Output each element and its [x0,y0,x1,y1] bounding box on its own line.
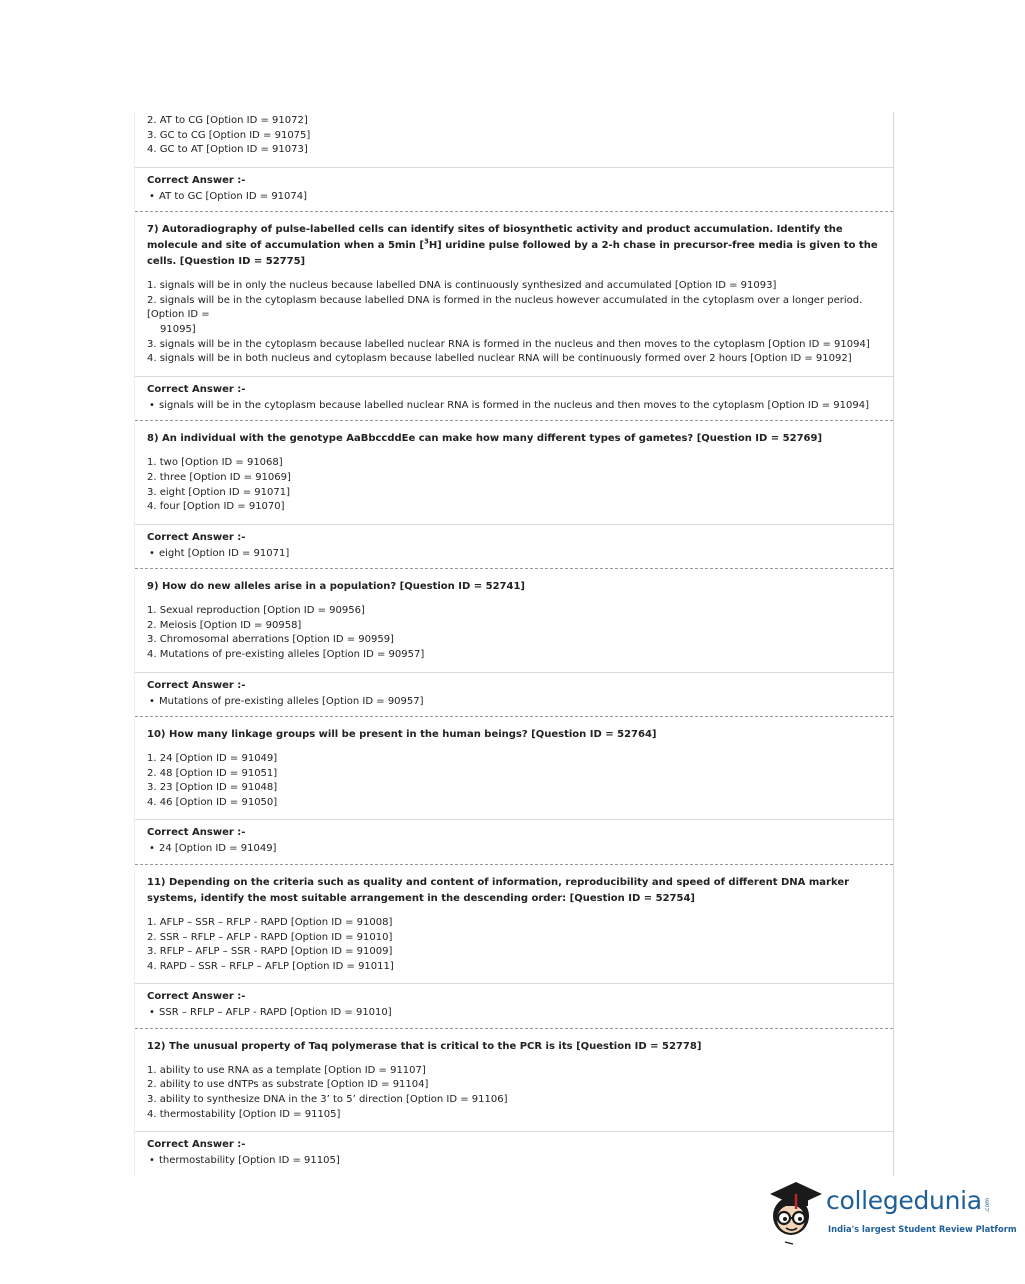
options-list [135,453,893,523]
correct-answer: • eight [Option ID = 91071] [147,547,881,562]
option: 1. Sexual reproduction [Option ID = 90956] [147,605,365,617]
option: 3. RFLP – AFLP – SSR - RAPD [Option ID = 91009] [147,946,393,958]
option: 2. ability to use dNTPs as substrate [Option ID = 91104] [147,1079,429,1091]
question-text [135,212,893,276]
option: 3. ability to synthesize DNA in the 3’ to 5’ direction [Option ID = 91106] [147,1094,508,1106]
collegedunia-logo [766,1176,1017,1246]
correct-answer-block [135,524,893,569]
option-text-continued: 91095] [160,324,196,336]
option: 2. SSR – RFLP – AFLP - RAPD [Option ID = 91010] [147,931,393,943]
option: 3. eight [Option ID = 91071] [147,486,290,498]
option-text: 2. signals will be in the cytoplasm because labelled DNA is formed in the nucleus however accumulated in the cytoplasm over a longer period. [Option ID = [147,294,863,321]
options-list [135,276,893,376]
correct-answer: • 24 [Option ID = 91049] [147,842,881,857]
question-text: 9) How do new alleles arise in a population? [Question ID = 52741] [147,581,525,593]
correct-answer-label: Correct Answer :- [147,991,246,1003]
logo-domain: .com [984,1198,991,1213]
question-text-part: 7) Autoradiography of pulse-labelled cells can identify sites of biosynthetic activity and product accumulation. Identify the molecule and site of accumulation when a 5min [ [147,224,843,252]
question-text: 8) An individual with the genotype AaBbccddEe can make how many different types of gametes? [Question ID = 52769] [147,433,823,445]
logo-wordmark: collegedunia [826,1186,982,1215]
correct-answer: • AT to GC [Option ID = 91074] [147,190,881,205]
question-paper [134,112,894,1176]
question-text: 10) How many linkage groups will be present in the human beings? [Question ID = 52764] [147,729,657,741]
option: 4. 46 [Option ID = 91050] [147,796,278,808]
correct-answer: • signals will be in the cytoplasm because labelled nuclear RNA is formed in the nucleus and then moves to the cytoplasm [Option ID = 91094] [147,399,881,414]
option: 3. Chromosomal aberrations [Option ID = 90959] [147,634,394,646]
option: 4. Mutations of pre-existing alleles [Option ID = 90957] [147,649,425,660]
options-list [135,749,893,819]
correct-answer-block [135,1131,893,1176]
options-list [135,601,893,671]
correct-answer-label: Correct Answer :- [147,531,246,543]
question-text-part: H] uridine pulse followed by a 2-h chase in precursor-free media is given to the cells. [Question ID = 52775] [147,240,878,268]
correct-answer-block [135,167,893,212]
correct-answer-block [135,983,893,1028]
correct-answer-block [135,819,893,864]
options-list [135,913,893,983]
correct-answer-label: Correct Answer :- [147,827,246,839]
option: 4. GC to AT [Option ID = 91073] [147,144,308,156]
correct-answer: • SSR – RFLP – AFLP - RAPD [Option ID = 91010] [147,1006,881,1021]
mascot-icon [766,1176,824,1246]
option: 1. ability to use RNA as a template [Option ID = 91107] [147,1064,426,1076]
correct-answer-label: Correct Answer :- [147,383,246,395]
correct-answer-label: Correct Answer :- [147,174,246,186]
correct-answer-label: Correct Answer :- [147,1139,246,1151]
correct-answer-block [135,376,893,421]
options-list [135,112,893,167]
option: 3. GC to CG [Option ID = 91075] [147,129,311,141]
option: 1. two [Option ID = 91068] [147,457,283,469]
option: 2. 48 [Option ID = 91051] [147,767,278,779]
superscript: 3 [423,237,429,246]
option: 1. AFLP – SSR – RFLP - RAPD [Option ID = 91008] [147,916,393,928]
correct-answer-label: Correct Answer :- [147,679,246,691]
correct-answer: • thermostability [Option ID = 91105] [147,1154,881,1169]
question-text: 12) The unusual property of Taq polymerase that is critical to the PCR is its [Question ID = 52778] [147,1040,702,1052]
option: 4. thermostability [Option ID = 91105] [147,1108,341,1120]
option: 2. AT to CG [Option ID = 91072] [147,115,308,126]
option [147,294,881,338]
correct-answer-block [135,672,893,717]
correct-answer: • Mutations of pre-existing alleles [Option ID = 90957] [147,695,881,710]
option: 3. 23 [Option ID = 91048] [147,782,278,794]
option: 3. signals will be in the cytoplasm because labelled nuclear RNA is formed in the nucleus and then moves to the cytoplasm [Option ID = 91094] [147,338,870,350]
option: 2. Meiosis [Option ID = 90958] [147,619,302,631]
option: 4. four [Option ID = 91070] [147,501,285,513]
option: 2. three [Option ID = 91069] [147,471,291,483]
options-list [135,1061,893,1131]
option: 4. signals will be in both nucleus and cytoplasm because labelled nuclear RNA will be continuously formed over 2 hours [Option ID = 91092] [147,353,852,365]
option: 4. RAPD – SSR – RFLP – AFLP [Option ID = 91011] [147,960,394,972]
question-text: 11) Depending on the criteria such as quality and content of information, reproducibility and speed of different DNA marker systems, identify the most suitable arrangement in the descending order: [Question ID = 52754] [147,876,850,904]
logo-tagline: India's largest Student Review Platform [828,1224,1017,1234]
option: 1. 24 [Option ID = 91049] [147,753,278,765]
option: 1. signals will be in only the nucleus because labelled DNA is continuously synthesized and accumulated [Option ID = 91093] [147,280,777,292]
